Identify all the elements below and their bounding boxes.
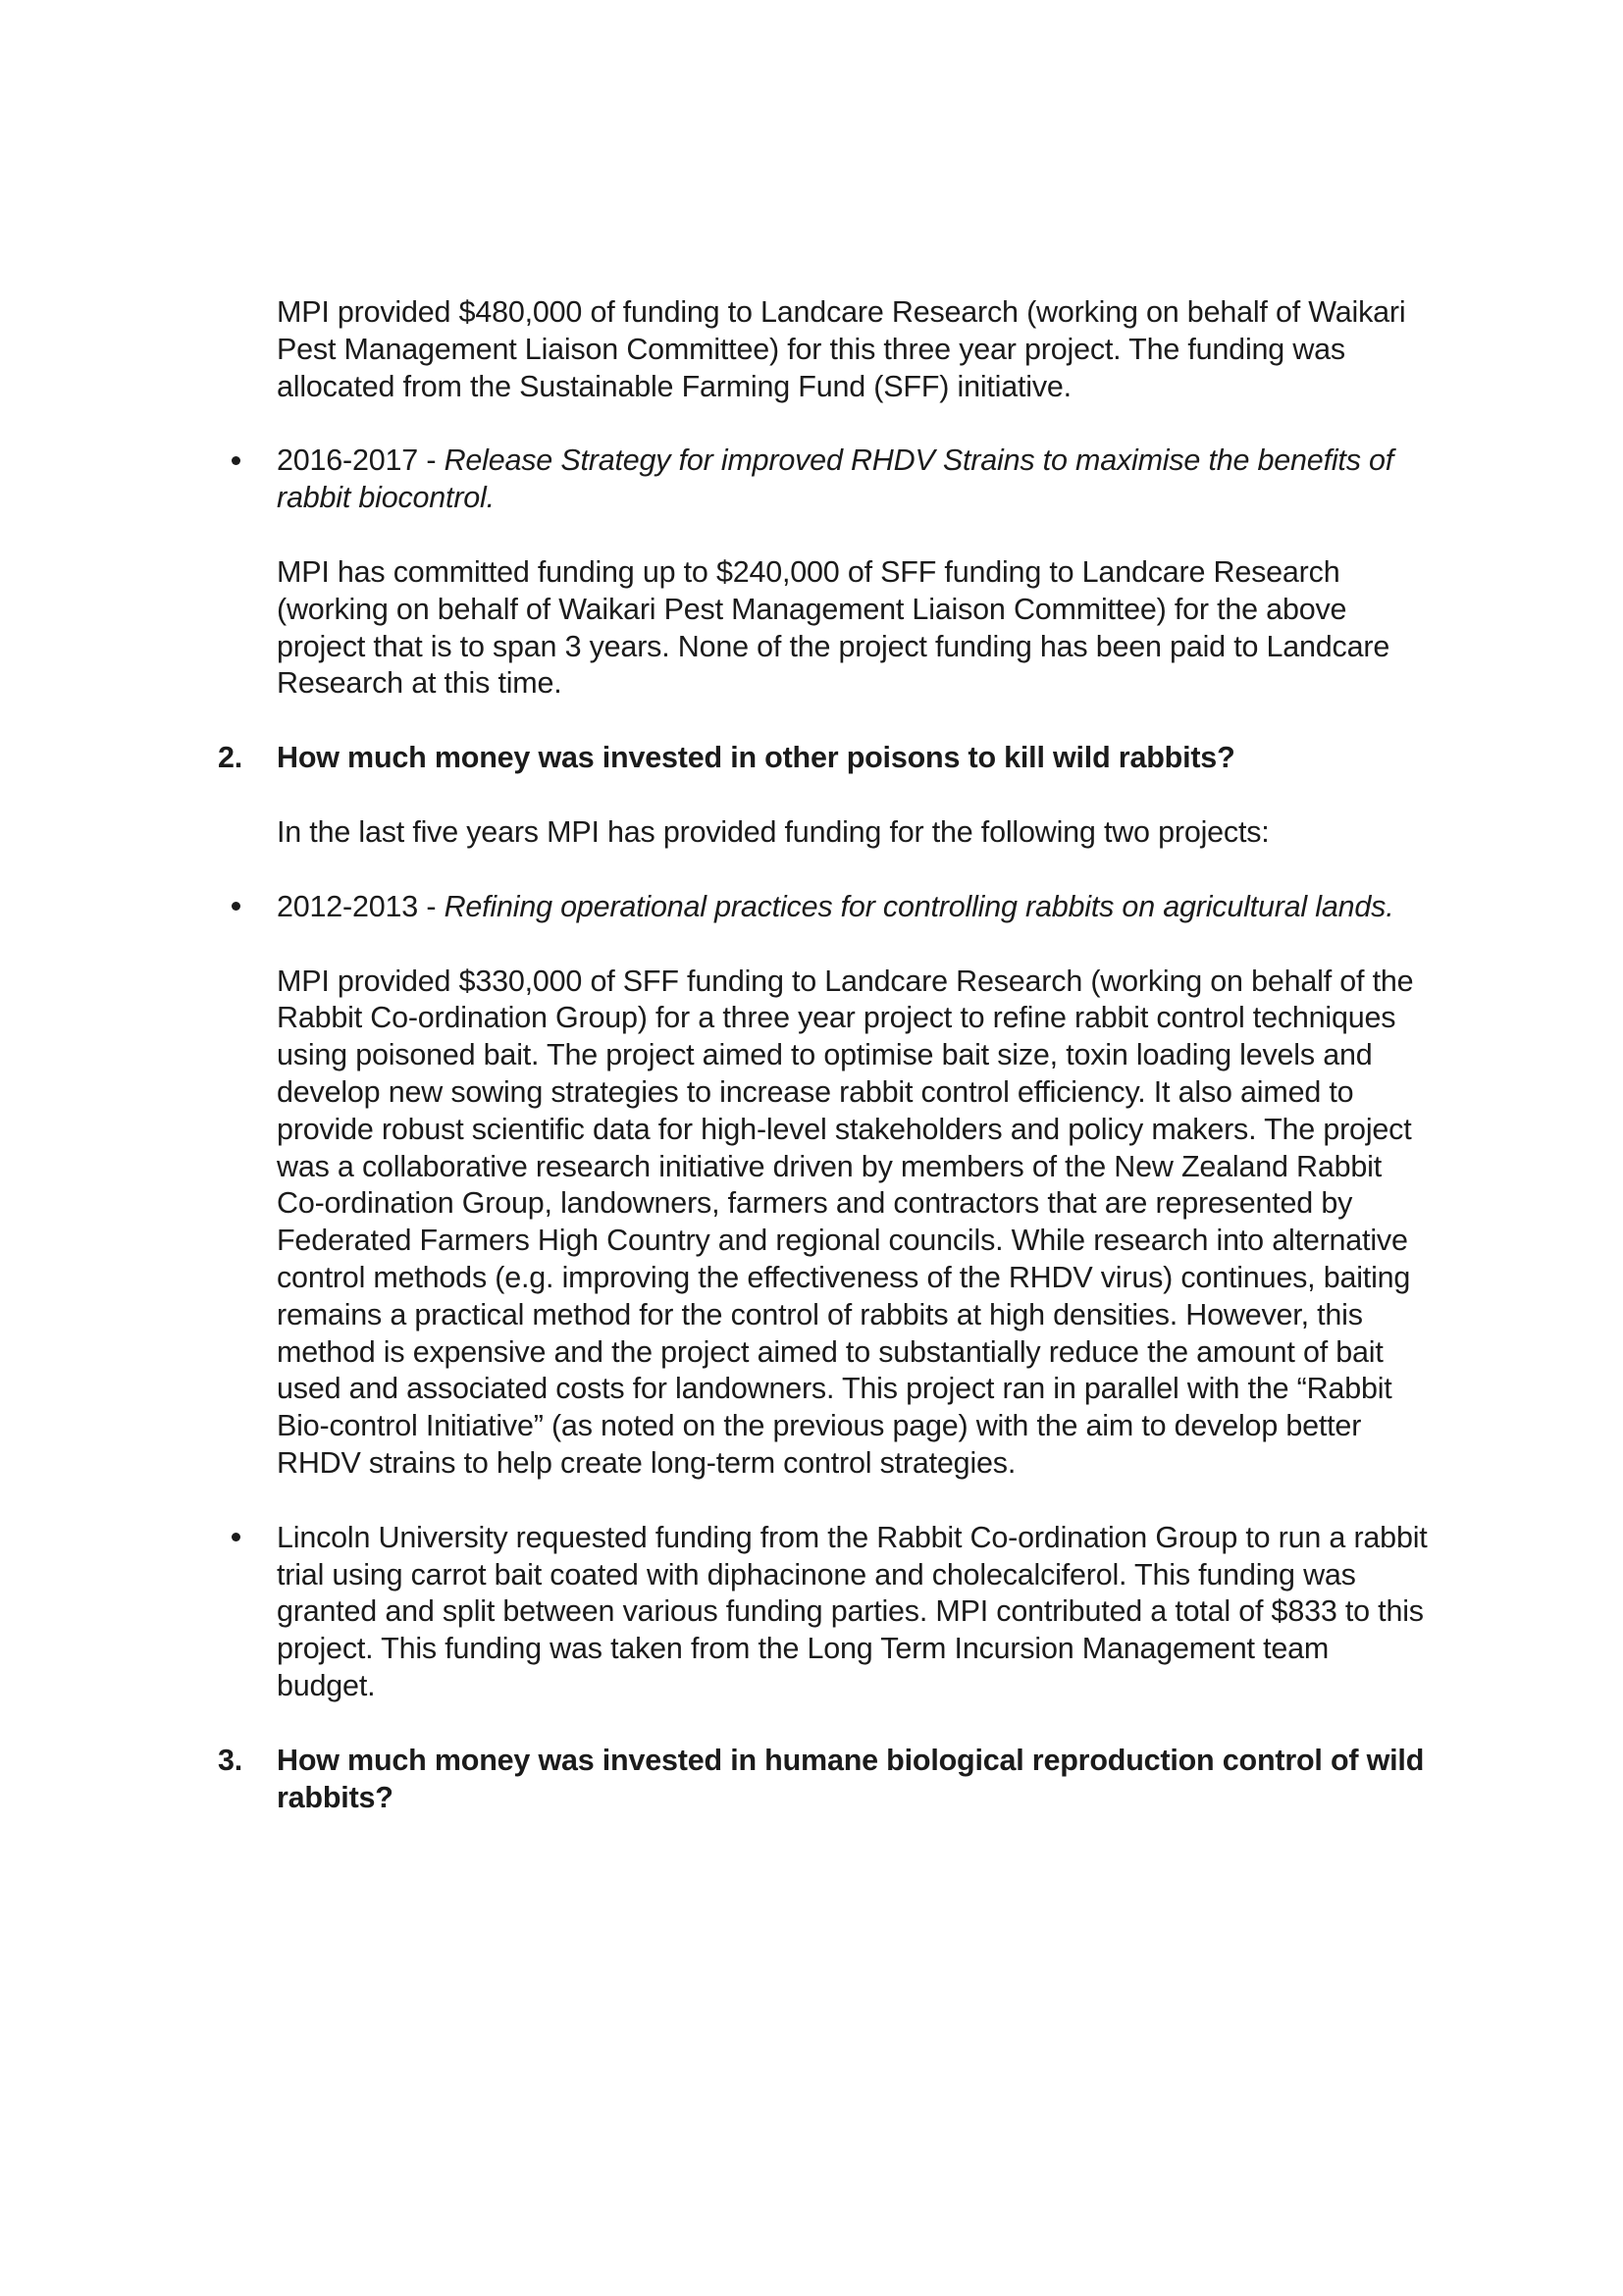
bullet-item-lincoln-university: [277, 1520, 1435, 1705]
question-text: How much money was invested in other poisons to kill wild rabbits?: [277, 741, 1235, 775]
bullet-icon: [226, 1520, 245, 1557]
paragraph-intro-projects: In the last five years MPI has provided funding for the following two projects:: [277, 814, 1270, 849]
question-2: [218, 740, 1435, 777]
bullet-item-release-strategy: [277, 443, 1435, 517]
bullet-icon: [226, 889, 245, 926]
project-title: Release Strategy for improved RHDV Strains to maximise the benefits of rabbit biocontrol.: [277, 444, 1394, 515]
bullet-item-refining-practices: [277, 889, 1435, 926]
paragraph-committed-funding: MPI has committed funding up to $240,000 of SFF funding to Landcare Research (working on behalf of Waikari Pest Management Liaison Committee) for the above project that is to span 3 years. None of the project funding has been paid to Landcare Research at this time.: [277, 554, 1390, 701]
bullet-icon: [226, 443, 245, 480]
project-years: 2016-2017 -: [277, 444, 445, 478]
bullet-text: [277, 443, 1435, 517]
question-3: [218, 1743, 1435, 1817]
document-body: [218, 294, 1435, 1853]
question-text: How much money was invested in humane biological reproduction control of wild rabbits?: [277, 1743, 1425, 1814]
question-number: 3.: [218, 1743, 243, 1777]
paragraph-waikari-funding: MPI provided $480,000 of funding to Landcare Research (working on behalf of Waikari Pest Management Liaison Committee) for this three year project. The funding was allocated from the Sustainable Farming Fund (SFF) initiative.: [277, 295, 1406, 403]
bullet-text: Lincoln University requested funding from the Rabbit Co-ordination Group to run a rabbit trial using carrot bait coated with diphacinone and cholecalciferol. This funding was granted and split between various funding parties. MPI contributed a total of $833 to this project. This funding was taken from the Long Term Incursion Management team budget.: [277, 1520, 1428, 1702]
project-years: 2012-2013 -: [277, 889, 445, 923]
question-number: 2.: [218, 741, 243, 775]
paragraph-poisoned-bait-project: MPI provided $330,000 of SFF funding to Landcare Research (working on behalf of the Rabbit Co-ordination Group) for a three year project to refine rabbit control techniques using poisoned bait. The project aimed to optimise bait size, toxin loading levels and develop new sowing strategies to increase rabbit control efficiency. It also aimed to provide robust scientific data for high-level stakeholders and policy makers. The project was a collaborative research initiative driven by members of the New Zealand Rabbit Co-ordination Group, landowners, farmers and contractors that are represented by Federated Farmers High Country and regional councils. While research into alternative control methods (e.g. improving the effectiveness of the RHDV virus) continues, baiting remains a practical method for the control of rabbits at high densities. However, this method is expensive and the project aimed to substantially reduce the amount of bait used and associated costs for landowners. This project ran in parallel with the “Rabbit Bio-control Initiative” (as noted on the previous page) with the aim to develop better RHDV strains to help create long-term control strategies.: [277, 964, 1414, 1480]
bullet-text: [277, 889, 1435, 926]
project-title: Refining operational practices for controlling rabbits on agricultural lands.: [444, 889, 1394, 923]
